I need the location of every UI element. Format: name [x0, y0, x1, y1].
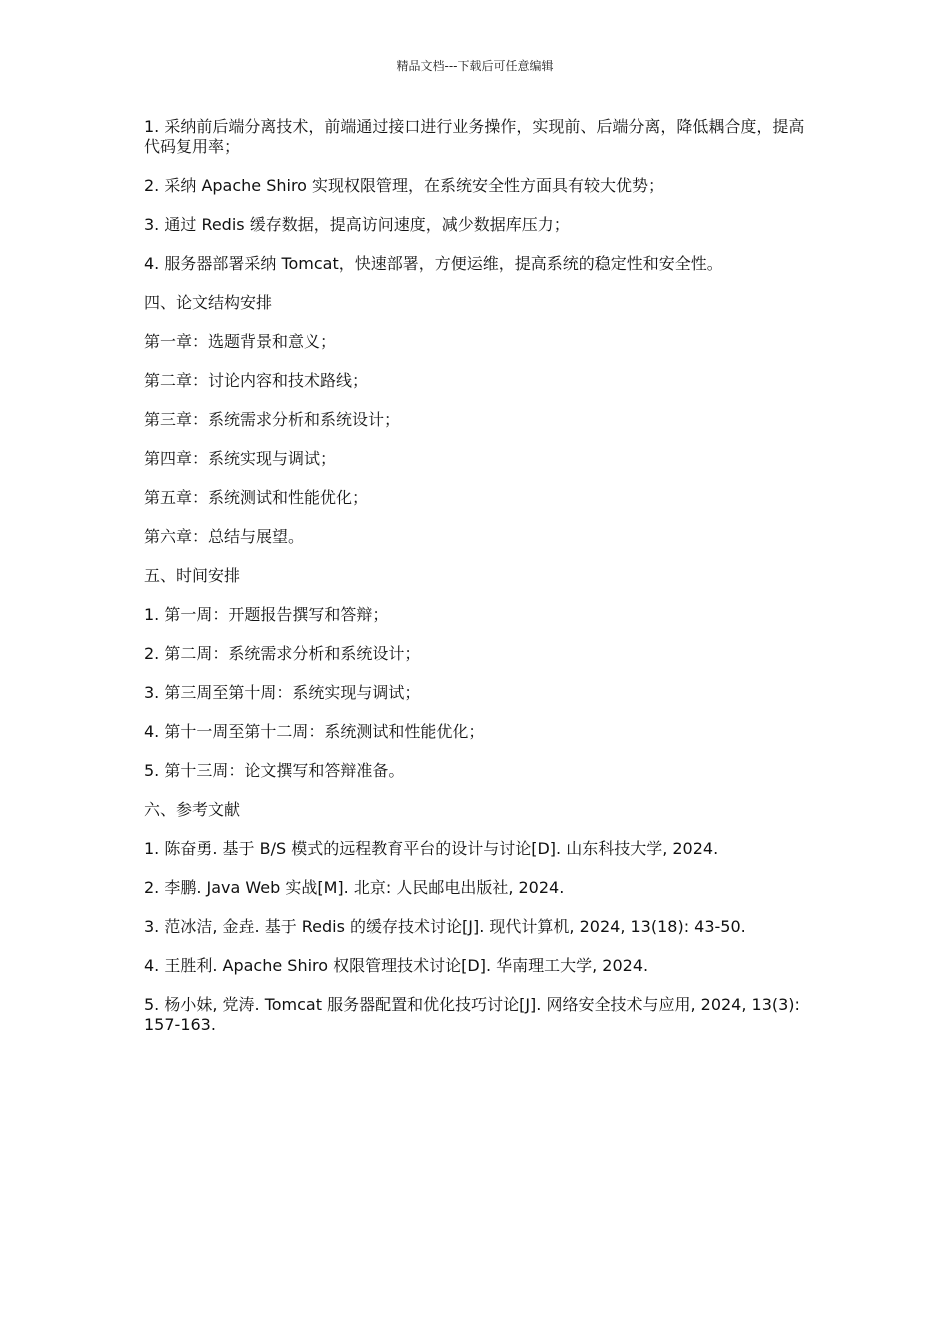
- schedule-item-2: 2. 第二周：系统需求分析和系统设计；: [144, 644, 421, 663]
- section-heading-schedule: 五、时间安排: [144, 566, 241, 585]
- section-heading-structure: 四、论文结构安排: [144, 293, 273, 312]
- references-section: [144, 800, 812, 1035]
- structure-item-1: 第一章：选题背景和意义；: [144, 332, 337, 351]
- advantage-item-2: 2. 采纳 Apache Shiro 实现权限管理，在系统安全性方面具有较大优势；: [144, 176, 665, 195]
- schedule-item-1: 1. 第一周：开题报告撰写和答辩；: [144, 605, 389, 624]
- schedule-item-4: 4. 第十一周至第十二周：系统测试和性能优化；: [144, 722, 485, 741]
- structure-item-6: 第六章：总结与展望。: [144, 527, 305, 546]
- schedule-item-5: 5. 第十三周：论文撰写和答辩准备。: [144, 761, 405, 780]
- reference-item-4: 4. 王胜利. Apache Shiro 权限管理技术讨论[D]. 华南理工大学, 2024.: [144, 956, 649, 975]
- advantage-item-4: 4. 服务器部署采纳 Tomcat，快速部署，方便运维，提高系统的稳定性和安全性。: [144, 254, 723, 273]
- reference-item-2: 2. 李鹏. Java Web 实战[M]. 北京: 人民邮电出版社, 2024.: [144, 878, 565, 897]
- reference-item-5: 5. 杨小妹, 党涛. Tomcat 服务器配置和优化技巧讨论[J]. 网络安全技术与应用, 2024, 13(3): 157-163.: [144, 995, 800, 1034]
- structure-item-5: 第五章：系统测试和性能优化；: [144, 488, 369, 507]
- structure-item-4: 第四章：系统实现与调试；: [144, 449, 337, 468]
- structure-item-3: 第三章：系统需求分析和系统设计；: [144, 410, 401, 429]
- advantage-item-3: 3. 通过 Redis 缓存数据，提高访问速度，减少数据库压力；: [144, 215, 570, 234]
- reference-item-3: 3. 范冰洁, 金垚. 基于 Redis 的缓存技术讨论[J]. 现代计算机, 2024, 13(18): 43-50.: [144, 917, 746, 936]
- document-body: [144, 117, 812, 1054]
- reference-item-1: 1. 陈奋勇. 基于 B/S 模式的远程教育平台的设计与讨论[D]. 山东科技大学, 2024.: [144, 839, 719, 858]
- advantage-item-1: 1. 采纳前后端分离技术，前端通过接口进行业务操作，实现前、后端分离，降低耦合度，提高代码复用率；: [144, 117, 805, 156]
- section-heading-references: 六、参考文献: [144, 800, 241, 819]
- page-header: 精品文档---下载后可任意编辑: [396, 59, 554, 73]
- structure-item-2: 第二章：讨论内容和技术路线；: [144, 371, 369, 390]
- schedule-item-3: 3. 第三周至第十周：系统实现与调试；: [144, 683, 421, 702]
